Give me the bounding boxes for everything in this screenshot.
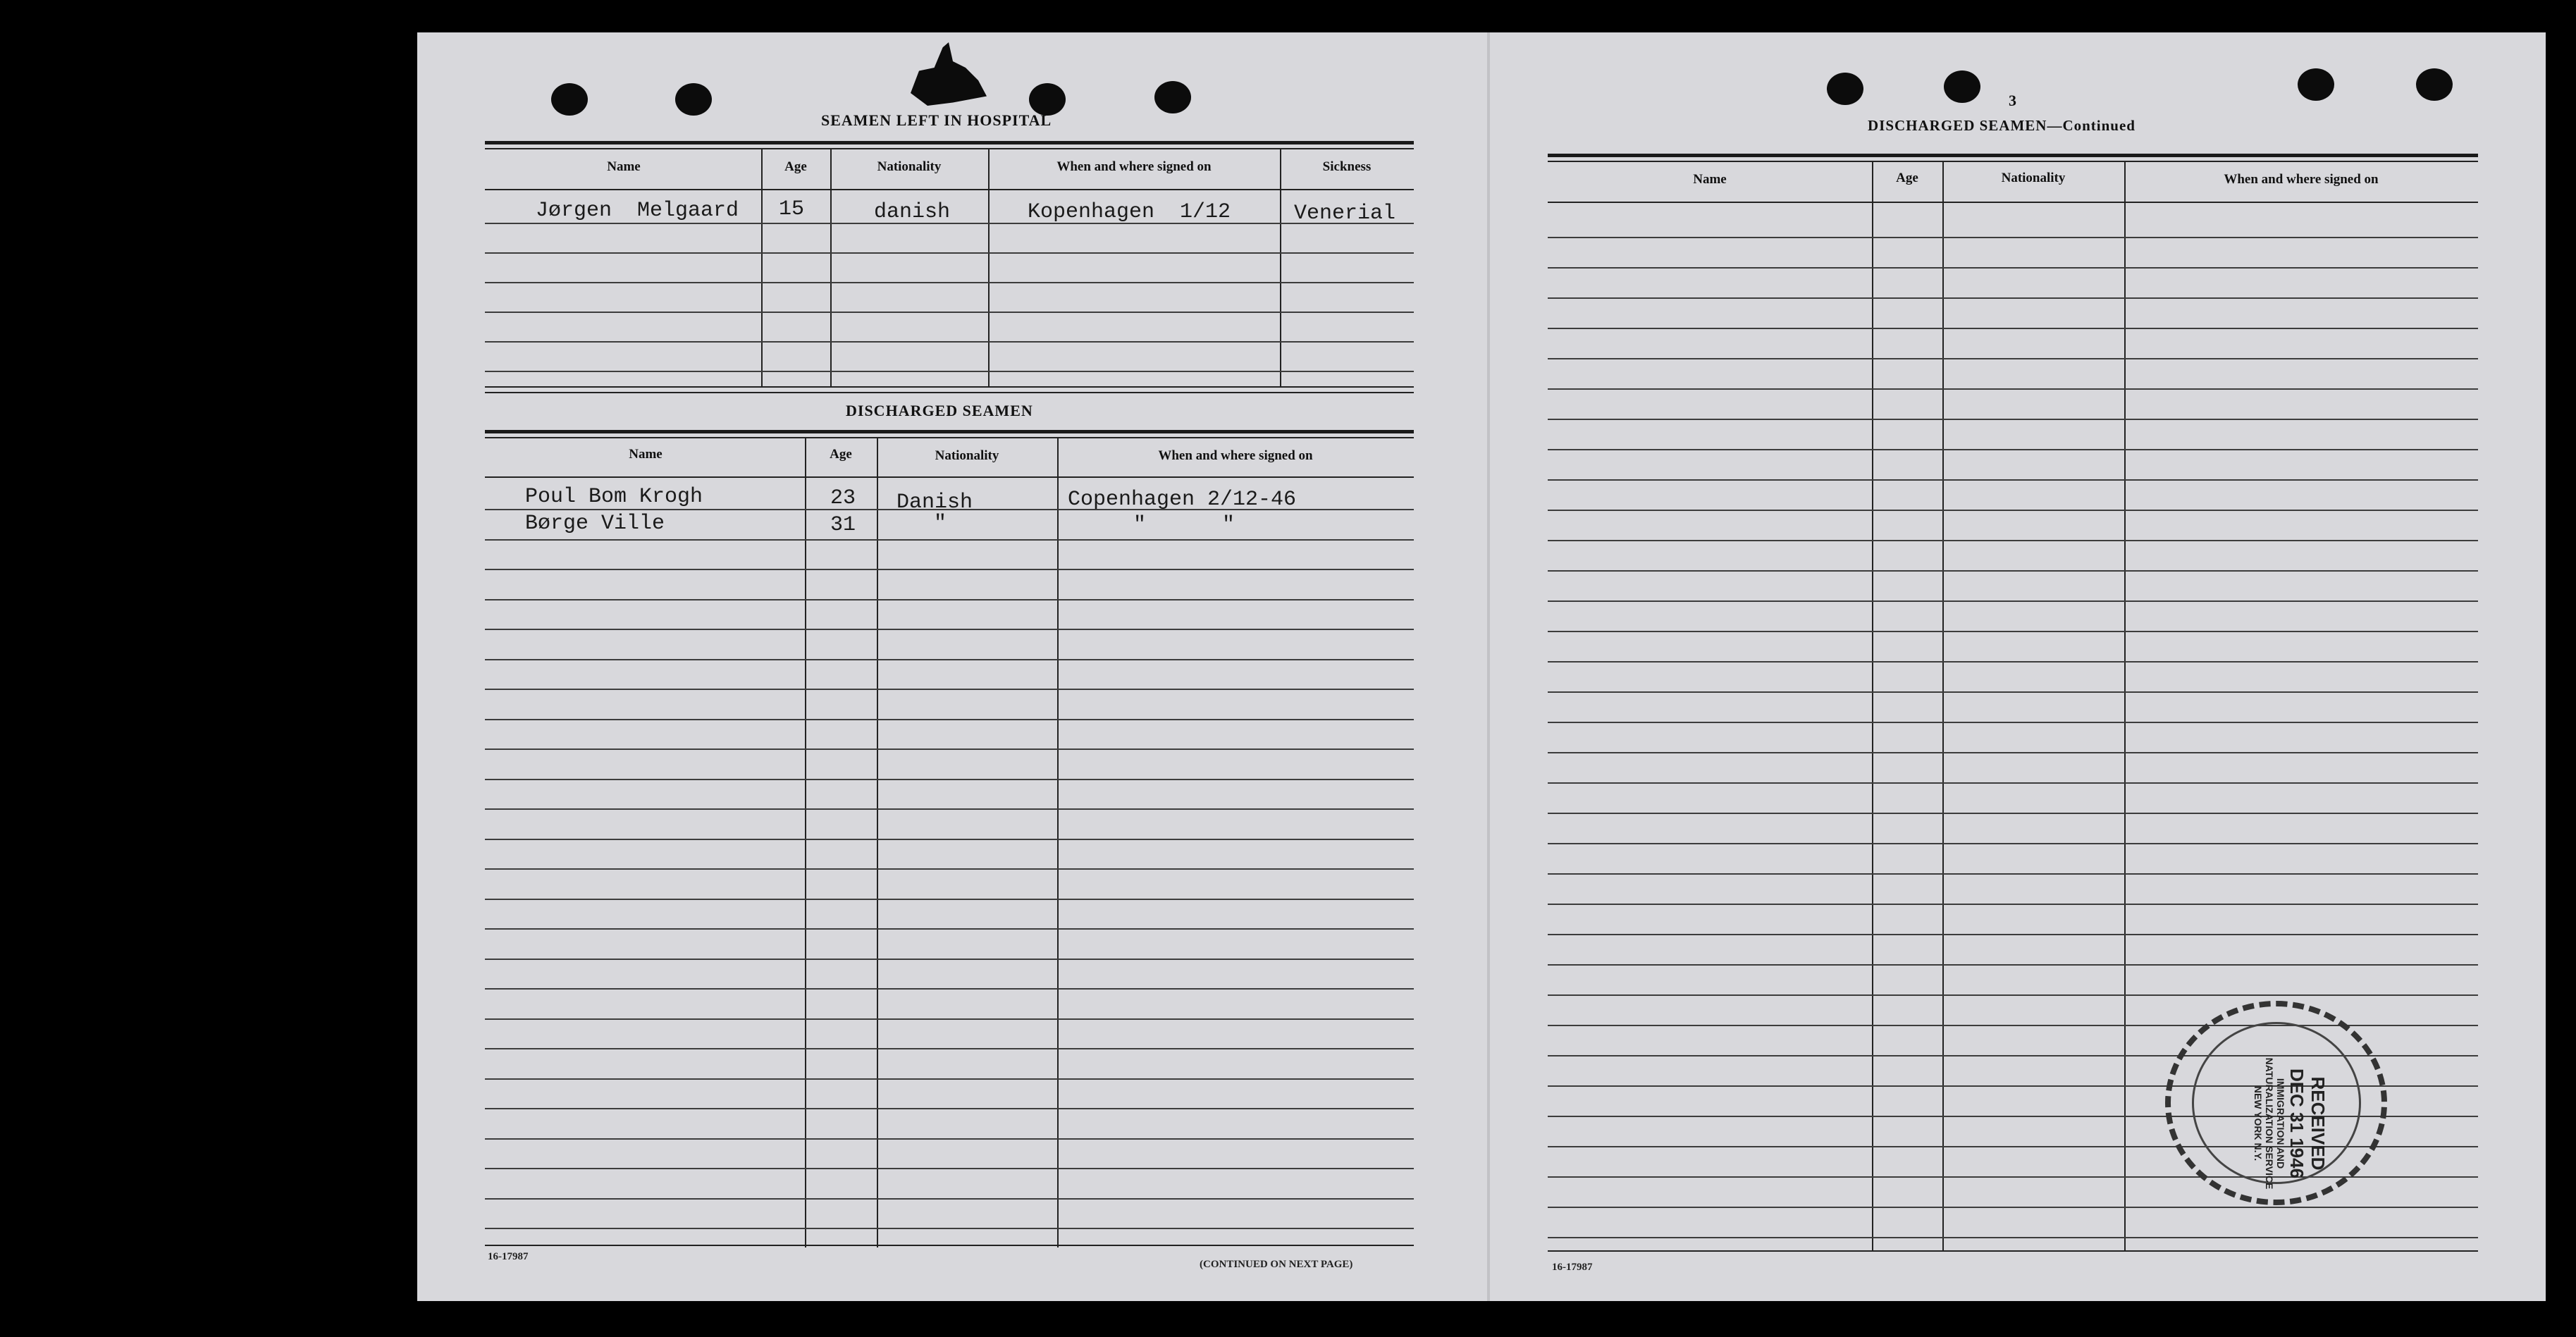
row-rule [1548, 358, 2478, 359]
row-rule [485, 1198, 1414, 1200]
row-rule [1548, 328, 2478, 329]
row-rule [1548, 510, 2478, 511]
discharged-section-title: DISCHARGED SEAMEN [846, 402, 1033, 419]
hospital-age: 15 [779, 197, 805, 221]
col-nationality: Nationality [2001, 171, 2066, 185]
punch-hole [1944, 70, 1980, 103]
row-rule [1548, 237, 2478, 238]
discharged-signed-on-2: " " [1133, 513, 1235, 537]
row-rule [1548, 934, 2478, 935]
col-signed-on: When and where signed on [2224, 172, 2379, 187]
row-rule [1548, 479, 2478, 481]
column-divider [1872, 161, 1873, 1252]
row-rule [1548, 267, 2478, 269]
row-rule [1548, 661, 2478, 663]
column-divider [988, 148, 990, 388]
row-rule [485, 282, 1414, 283]
header-rule [1548, 202, 2478, 203]
continued-note: (CONTINUED ON NEXT PAGE) [1200, 1259, 1353, 1270]
row-rule [485, 988, 1414, 990]
section-rule [485, 141, 1414, 144]
row-rule [485, 1018, 1414, 1020]
punch-hole [675, 83, 712, 116]
column-divider [761, 148, 763, 388]
hospital-nationality: danish [874, 200, 951, 224]
column-divider [1057, 437, 1059, 1247]
col-name: Name [607, 159, 641, 174]
row-rule [485, 1168, 1414, 1169]
col-name: Name [629, 447, 663, 462]
col-signed-on: When and where signed on [1056, 159, 1212, 174]
row-rule [1548, 904, 2478, 905]
row-rule [485, 899, 1414, 900]
row-rule [1548, 570, 2478, 572]
punch-hole [1154, 81, 1191, 113]
row-rule [485, 959, 1414, 960]
row-rule [1548, 449, 2478, 450]
row-rule [485, 1078, 1414, 1080]
row-rule [1548, 813, 2478, 814]
discharged-nationality-2: " [934, 512, 947, 536]
col-nationality: Nationality [935, 448, 999, 463]
section-rule [1548, 1250, 2478, 1252]
stamp-date: DEC 31 1946 [2286, 1068, 2307, 1179]
section-rule [485, 148, 1414, 149]
discharged-signed-on-1: Copenhagen 2/12-46 [1068, 488, 1297, 512]
row-rule [485, 629, 1414, 630]
row-rule [485, 1138, 1414, 1140]
row-rule [1548, 419, 2478, 420]
section-rule [485, 1245, 1414, 1246]
punch-hole [1827, 73, 1863, 105]
row-rule [1548, 782, 2478, 784]
discharged-age-1: 23 [830, 486, 856, 510]
col-age: Age [784, 159, 807, 174]
row-rule [485, 868, 1414, 870]
row-rule [485, 1228, 1414, 1229]
row-rule [485, 719, 1414, 720]
discharged-name-2: Børge Ville [525, 512, 665, 536]
row-rule [1548, 691, 2478, 693]
row-rule [485, 539, 1414, 541]
row-rule [1548, 873, 2478, 875]
col-signed-on: When and where signed on [1158, 448, 1313, 463]
page-number: 3 [2009, 92, 2016, 109]
column-divider [1942, 161, 1944, 1252]
col-age: Age [830, 447, 852, 462]
row-rule [1548, 388, 2478, 390]
hospital-signed-on: Kopenhagen 1/12 [1028, 200, 1231, 224]
punch-hole [2416, 68, 2453, 101]
row-rule [1548, 752, 2478, 753]
hospital-sickness: Venerial [1294, 202, 1396, 226]
col-name: Name [1693, 172, 1727, 187]
column-divider [2124, 161, 2126, 1252]
row-rule [485, 312, 1414, 313]
discharged-name-1: Poul Bom Krogh [525, 485, 703, 509]
column-divider [877, 437, 878, 1247]
row-rule [485, 808, 1414, 810]
row-rule [485, 599, 1414, 600]
row-rule [1548, 1237, 2478, 1238]
row-rule [1548, 994, 2478, 996]
row-rule [1548, 964, 2478, 966]
section-rule [485, 392, 1414, 393]
section-rule [485, 386, 1414, 388]
stamp-agency: IMMIGRATION AND NATURALIZATION SERVICE NEW YORK N.Y. [2253, 1057, 2286, 1190]
form-number: 16-17987 [488, 1251, 529, 1262]
header-rule [485, 476, 1414, 478]
column-divider [830, 148, 832, 388]
row-rule [485, 689, 1414, 690]
row-rule [485, 371, 1414, 372]
row-rule [1548, 297, 2478, 299]
right-section-title: DISCHARGED SEAMEN—Continued [1868, 117, 2136, 134]
row-rule [1548, 1207, 2478, 1208]
section-rule [1548, 161, 2478, 162]
form-number: 16-17987 [1552, 1262, 1593, 1273]
row-rule [485, 748, 1414, 750]
row-rule [1548, 631, 2478, 632]
punch-hole [551, 83, 588, 116]
row-rule [485, 569, 1414, 570]
discharged-age-2: 31 [830, 513, 856, 537]
row-rule [1548, 540, 2478, 541]
col-sickness: Sickness [1322, 159, 1372, 174]
col-age: Age [1896, 171, 1918, 185]
stamp-received: RECEIVED [2307, 1076, 2329, 1171]
discharged-nationality-1: Danish [896, 491, 973, 515]
row-rule [1548, 843, 2478, 844]
row-rule [485, 1048, 1414, 1049]
row-rule [485, 1108, 1414, 1109]
row-rule [485, 928, 1414, 930]
row-rule [485, 341, 1414, 343]
column-divider [805, 437, 806, 1247]
header-rule [485, 189, 1414, 190]
page-fold [1487, 32, 1490, 1301]
row-rule [1548, 600, 2478, 602]
section-rule [485, 437, 1414, 438]
punch-hole [2298, 68, 2334, 101]
row-rule [485, 779, 1414, 780]
hospital-section-title: SEAMEN LEFT IN HOSPITAL [821, 111, 1052, 129]
row-rule [485, 252, 1414, 254]
section-rule [485, 430, 1414, 433]
row-rule [485, 659, 1414, 660]
col-nationality: Nationality [877, 159, 942, 174]
row-rule [485, 839, 1414, 840]
column-divider [1280, 148, 1281, 388]
received-stamp-text [2253, 1046, 2329, 1201]
hospital-name: Jørgen Melgaard [536, 199, 739, 223]
row-rule [1548, 722, 2478, 723]
section-rule [1548, 154, 2478, 157]
